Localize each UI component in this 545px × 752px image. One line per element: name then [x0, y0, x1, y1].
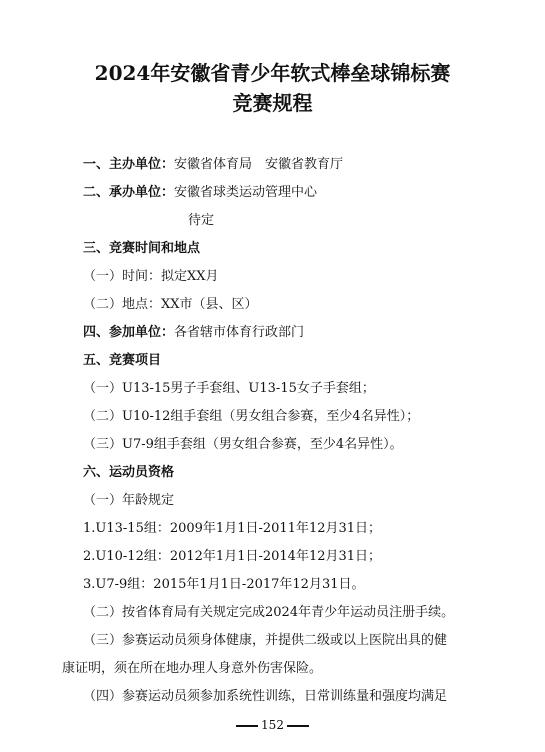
age-rule-3	[83, 577, 364, 593]
eligibility-health-cont	[62, 661, 322, 677]
page-footer	[0, 718, 545, 732]
document-title: 2024年安徽省青少年软式棒垒球锦标赛	[94, 61, 451, 85]
event-item-3	[83, 437, 403, 453]
section-events	[83, 353, 161, 369]
section-text: 2.U10-12组：2012年1月1日-2014年12月31日；	[83, 549, 382, 564]
eligibility-health	[83, 633, 447, 649]
section-eligibility	[83, 465, 174, 481]
section-text: 康证明，须在所在地办理人身意外伤害保险。	[62, 661, 323, 676]
item-place	[83, 297, 258, 313]
section-heading: 二、承办单位：	[83, 185, 175, 200]
age-rule-2	[83, 549, 381, 565]
section-heading: 四、参加单位：	[83, 325, 175, 340]
section-text: （一）年龄规定	[83, 493, 175, 508]
section-text: （二）按省体育局有关规定完成2024年青少年运动员注册手续。	[83, 605, 455, 620]
section-heading: 六、运动员资格	[83, 465, 175, 480]
age-rule-1	[83, 521, 381, 537]
eligibility-age	[83, 493, 174, 509]
organizer-pending	[188, 213, 214, 229]
section-text: 待定	[188, 213, 215, 228]
section-time-place	[83, 241, 200, 257]
section-text: 各省辖市体育行政部门	[174, 325, 305, 340]
section-organizer	[83, 185, 317, 201]
section-text: 安徽省球类运动管理中心	[174, 185, 318, 200]
footer-dash-left	[236, 725, 258, 727]
section-host	[83, 157, 343, 173]
footer-dash-right	[287, 725, 309, 727]
section-text: 1.U13-15组：2009年1月1日-2011年12月31日；	[83, 521, 382, 536]
section-text: 安徽省体育局 安徽省教育厅	[174, 157, 344, 172]
eligibility-registration	[83, 605, 454, 621]
section-text: （一）时间：拟定XX月	[83, 269, 219, 284]
section-text: （三）参赛运动员须身体健康，并提供二级或以上医院出具的健	[83, 633, 448, 648]
section-text: （一）U13-15男子手套组、U13-15女子手套组；	[83, 381, 375, 396]
document-subtitle: 竞赛规程	[232, 91, 313, 115]
section-text: （三）U7-9组手套组（男女组合参赛，至少4名异性）。	[83, 437, 403, 452]
section-heading: 五、竞赛项目	[83, 353, 162, 368]
section-text: （二）地点：XX市（县、区）	[83, 297, 258, 312]
section-heading: 三、竞赛时间和地点	[83, 241, 201, 256]
page-number: 152	[261, 718, 284, 732]
event-item-2	[83, 409, 419, 425]
item-time	[83, 269, 219, 285]
section-text: （四）参赛运动员须参加系统性训练，日常训练量和强度均满足	[83, 689, 448, 704]
section-heading: 一、主办单位：	[83, 157, 175, 172]
section-participants	[83, 325, 304, 341]
section-text: 3.U7-9组：2015年1月1日-2017年12月31日。	[83, 577, 365, 592]
eligibility-training	[83, 689, 447, 705]
section-text: （二）U10-12组手套组（男女组合参赛，至少4名异性）；	[83, 409, 420, 424]
event-item-1	[83, 381, 375, 397]
